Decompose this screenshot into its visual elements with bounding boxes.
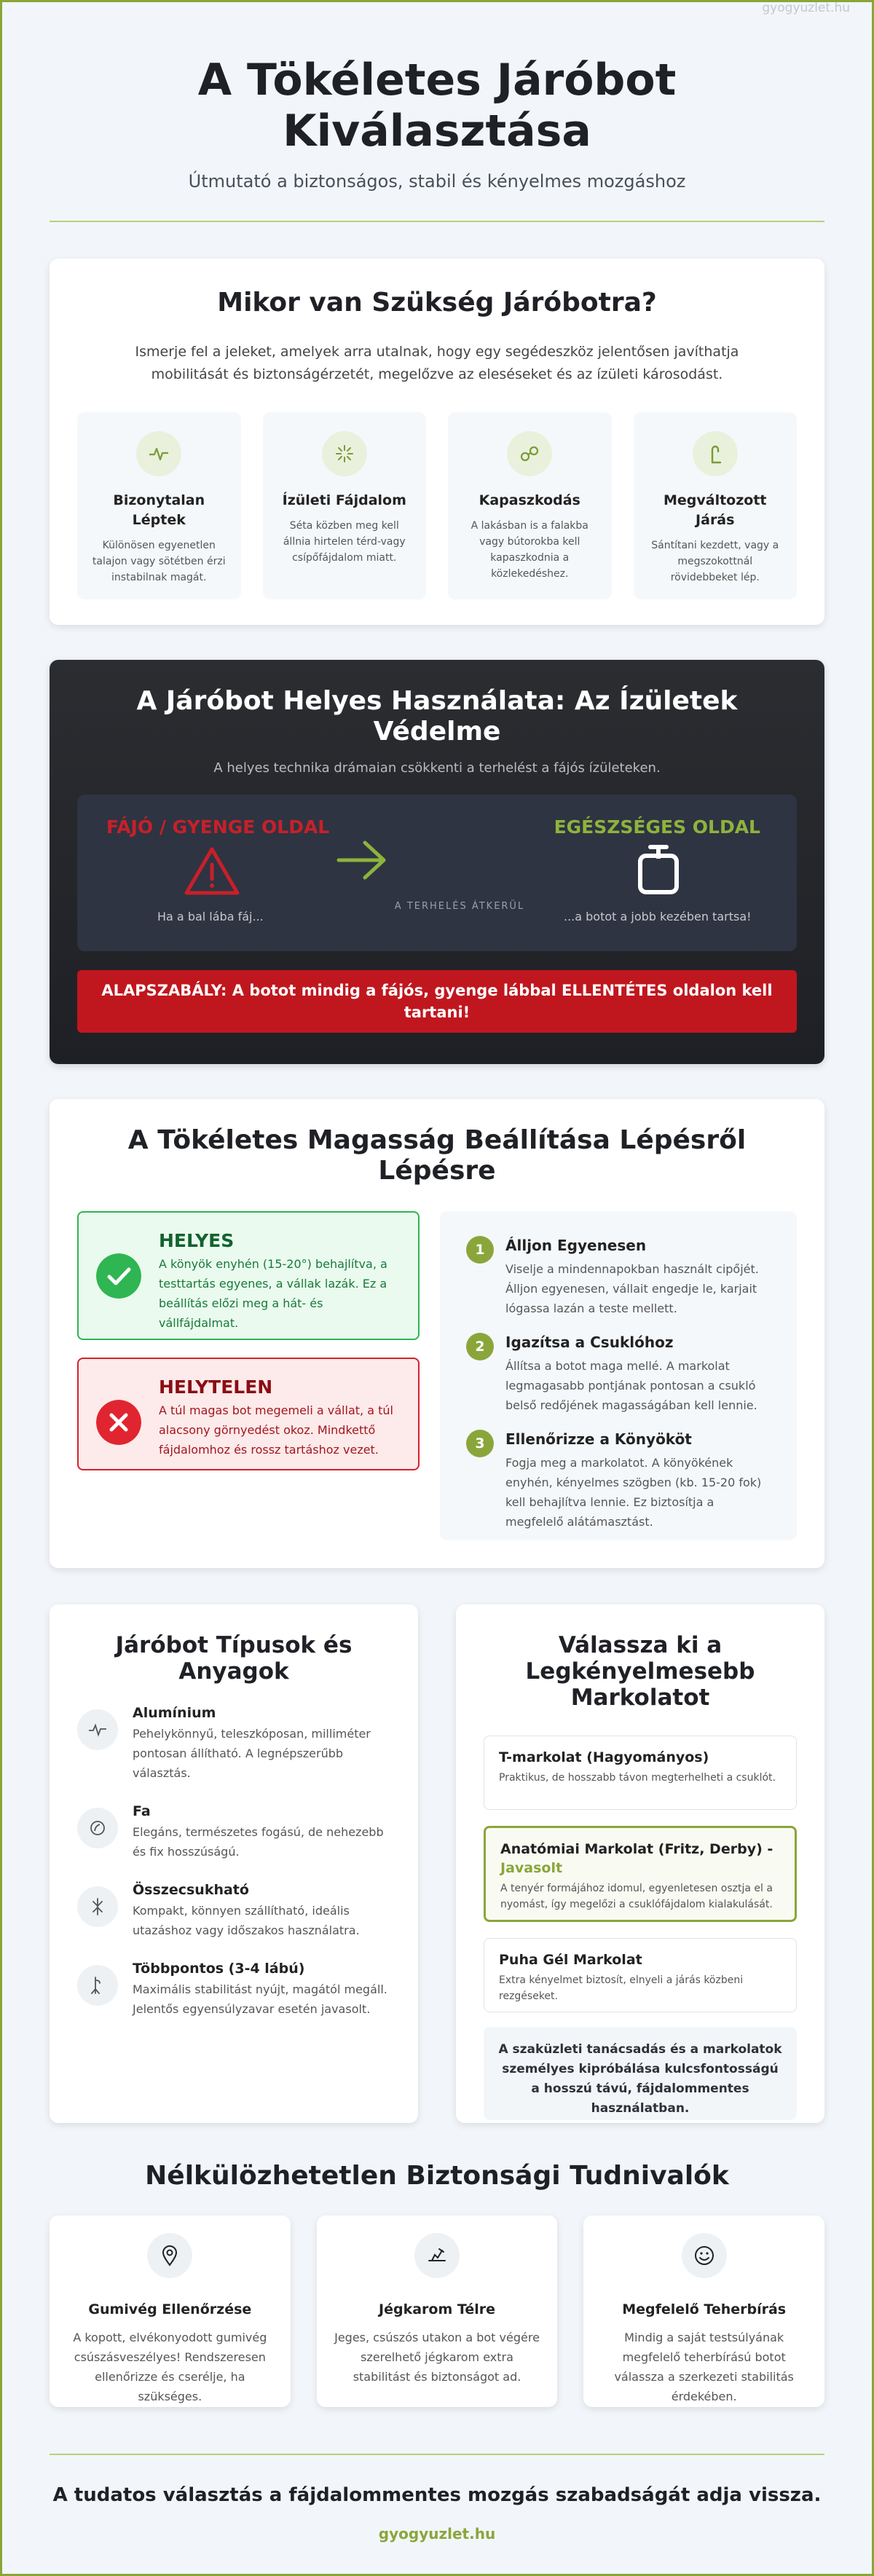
- recommended-tag: Javasolt: [500, 1860, 563, 1876]
- symptom-text: Különösen egyenetlen talajon vagy sötétben érzi instabilnak magát.: [92, 540, 226, 583]
- ice-spike-icon: [414, 2233, 460, 2278]
- multi-foot-icon: [77, 1965, 118, 2006]
- cross-icon: [96, 1400, 141, 1445]
- footer-site-link[interactable]: gyogyuzlet.hu: [378, 2525, 496, 2542]
- material-title: Alumínium: [133, 1705, 216, 1721]
- step-title: Ellenőrizze a Könyököt: [505, 1430, 692, 1448]
- wrong-title: HELYTELEN: [159, 1376, 273, 1398]
- warning-icon: [184, 846, 240, 897]
- footer-tagline: A tudatos választás a fájdalommentes mozgás szabadságát adja vissza.: [52, 2484, 822, 2506]
- safety-card: [317, 2215, 558, 2407]
- weak-side-note: Ha a bal lába fáj...: [157, 910, 264, 923]
- symptom-card: [448, 412, 612, 599]
- grip-advice: A szaküzleti tanácsadás és a markolatok személyes kipróbálása kulcsfontosságú a hosszú távú, fájdalommentes használatban.: [484, 2027, 797, 2120]
- hero: [50, 2, 824, 222]
- title-line-2: Kiválasztása: [283, 106, 591, 157]
- step-text: Viselje a mindennapokban használt cipőjét. Álljon egyenesen, vállait engedje le, karjait lógassa lazán a teste mellett.: [505, 1262, 759, 1315]
- material-text: Maximális stabilitást nyújt, magától megáll. Jelentős egyensúlyzavar esetén javasolt.: [133, 1982, 387, 2016]
- when-title: Mikor van Szükség Járóbotra?: [217, 288, 657, 318]
- material-item: [77, 1882, 390, 1940]
- smile-icon: [682, 2233, 727, 2278]
- safety-card-text: A kopott, elvékonyodott gumivég csúszásveszélyes! Rendszeresen ellenőrizze és cserélje, ha szükséges.: [73, 2331, 267, 2403]
- hold-icon: [507, 431, 552, 476]
- safety-card-title: Gumivég Ellenőrzése: [88, 2301, 252, 2317]
- symptom-title: Ízületi Fájdalom: [282, 492, 406, 508]
- step-title: Igazítsa a Csuklóhoz: [505, 1334, 674, 1351]
- material-item: [77, 1961, 390, 2019]
- grip-text: A tenyér formájához idomul, egyenletesen osztja el a nyomást, így megelőzi a csuklófájdalom kialakulását.: [500, 1883, 773, 1910]
- symptom-card: [263, 412, 427, 599]
- transfer-label: A TERHELÉS ÁTKERÜL: [394, 901, 525, 912]
- arrow-right-icon: [336, 838, 388, 882]
- step-text: Állítsa a botot maga mellé. A markolat legmagasabb pontjának pontosan a csukló belső redőjének magasságában kell lennie.: [505, 1359, 757, 1412]
- grip-option-recommended[interactable]: [484, 1826, 797, 1922]
- step-number: 2: [466, 1333, 494, 1360]
- height-title: A Tökéletes Magasság Beállítása Lépésről Lépésre: [127, 1125, 747, 1186]
- pulse-icon: [77, 1709, 118, 1750]
- healthy-side-note: ...a botot a jobb kezében tartsa!: [564, 910, 752, 923]
- title-line-1: A Tökéletes Járóbot: [197, 55, 677, 106]
- usage-subtitle: A helyes technika drámaian csökkenti a terhelést a fájós ízületeken.: [213, 760, 661, 776]
- steps-panel: [440, 1211, 797, 1540]
- symptom-text: Sántítani kezdett, vagy a megszokottnál rövidebbeket lép.: [651, 540, 779, 583]
- cane-grip-icon: [633, 844, 684, 898]
- grip-option[interactable]: [484, 1938, 797, 2012]
- page-subtitle: Útmutató a biztonságos, stabil és kényelmes mozgáshoz: [188, 171, 686, 192]
- types-section: [50, 1604, 418, 2123]
- golden-rule: ALAPSZABÁLY: A botot mindig a fájós, gyenge lábbal ELLENTÉTES oldalon kell tartani!: [77, 970, 797, 1033]
- fold-icon: [77, 1886, 118, 1927]
- side-diagram: [77, 795, 797, 951]
- step-item: [466, 1333, 771, 1415]
- material-text: Kompakt, könnyen szállítható, ideális utazáshoz vagy időszakos használatra.: [133, 1904, 360, 1937]
- types-title: Járóbot Típusok és Anyagok: [115, 1632, 353, 1685]
- material-text: Pehelykönnyű, teleszkóposan, milliméter pontosan állítható. A legnépszerűbb választás.: [133, 1727, 371, 1780]
- safety-title: Nélkülözhetetlen Biztonsági Tudnivalók: [145, 2161, 729, 2191]
- when-section: [50, 259, 824, 625]
- step-number: 1: [466, 1236, 494, 1264]
- correct-text: A könyök enyhén (15-20°) behajlítva, a testtartás egyenes, a vállak lazák. Ez a beállítás előzi meg a hát- és vállfájdalmat.: [159, 1257, 387, 1330]
- step-title: Álljon Egyenesen: [505, 1237, 647, 1254]
- symptom-title: Kapaszkodás: [479, 492, 580, 508]
- symptom-card: [77, 412, 241, 599]
- grip-text: Praktikus, de hosszabb távon megterhelheti a csuklót.: [499, 1772, 776, 1784]
- usage-section: [50, 660, 824, 1064]
- safety-card: [583, 2215, 824, 2407]
- grip-title-text: Anatómiai Markolat (Fritz, Derby) -: [500, 1841, 773, 1857]
- usage-title: A Járóbot Helyes Használata: Az Ízületek Védelme: [136, 686, 738, 747]
- safety-section: [50, 2161, 824, 2407]
- page-title: [50, 55, 824, 157]
- material-title: Fa: [133, 1803, 151, 1819]
- footer-divider: [50, 2454, 824, 2455]
- symptom-card: [634, 412, 798, 599]
- grips-title: Válassza ki a Legkényelmesebb Markolatot: [525, 1632, 755, 1711]
- step-text: Fogja meg a markolatot. A könyökének enyhén, kényelmes szögben (kb. 15-20 fok) kell behajlítva lennie. Ez biztosítja a megfelelő alátámasztást.: [505, 1456, 762, 1529]
- heartbeat-icon: [136, 431, 181, 476]
- height-section: [50, 1099, 824, 1568]
- watermark: gyogyuzlet.hu: [762, 1, 850, 15]
- material-title: Összecsukható: [133, 1882, 249, 1898]
- sparkle-pain-icon: [322, 431, 367, 476]
- footer: [50, 2484, 824, 2542]
- material-item: [77, 1705, 390, 1783]
- step-item: [466, 1236, 771, 1318]
- symptom-title: Megváltozott Járás: [663, 492, 767, 528]
- step-item: [466, 1430, 771, 1532]
- safety-card: [50, 2215, 291, 2407]
- correct-box: [77, 1211, 420, 1340]
- safety-card-title: Jégkarom Télre: [379, 2301, 495, 2317]
- healthy-side-label: EGÉSZSÉGES OLDAL: [554, 816, 760, 838]
- material-item: [77, 1803, 390, 1862]
- location-pin-icon: [147, 2233, 192, 2278]
- correct-title: HELYES: [159, 1230, 235, 1251]
- grip-option[interactable]: [484, 1736, 797, 1810]
- symptom-text: A lakásban is a falakba vagy bútorokba kell kapaszkodnia a közlekedéshez.: [471, 520, 588, 580]
- grip-text: Extra kényelmet biztosít, elnyeli a járás közbeni rezgéseket.: [499, 1974, 744, 2002]
- weak-side-label: FÁJÓ / GYENGE OLDAL: [106, 816, 330, 838]
- wood-icon: [77, 1808, 118, 1848]
- grip-title: [500, 1840, 780, 1878]
- safety-card-title: Megfelelő Teherbírás: [622, 2301, 787, 2317]
- cane-icon: [693, 431, 738, 476]
- safety-card-text: Jeges, csúszós utakon a bot végére szerelhető jégkarom extra stabilitást és biztonságot ad.: [334, 2331, 540, 2384]
- grip-title: T-markolat (Hagyományos): [499, 1749, 709, 1765]
- grips-section: [456, 1604, 824, 2123]
- divider: [50, 221, 824, 222]
- check-icon: [96, 1253, 141, 1299]
- material-title: Többpontos (3-4 lábú): [133, 1961, 305, 1977]
- wrong-box: [77, 1358, 420, 1470]
- symptom-title: Bizonytalan Léptek: [113, 492, 205, 528]
- safety-card-text: Mindig a saját testsúlyának megfelelő teherbírású botot válassza a szerkezeti stabilitás érdekében.: [614, 2331, 794, 2403]
- wrong-text: A túl magas bot megemeli a vállat, a túl alacsony görnyedést okoz. Mindkettő fájdalomhoz és rossz tartáshoz vezet.: [159, 1403, 393, 1457]
- grip-title: Puha Gél Markolat: [499, 1952, 642, 1968]
- when-lead: Ismerje fel a jeleket, amelyek arra utalnak, hogy egy segédeszköz jelentősen javíthatja mobilitását és biztonságérzetét, megelőzve az eleséseket és az ízületi károsodást.: [135, 344, 739, 382]
- material-text: Elegáns, természetes fogású, de nehezebb és fix hosszúságú.: [133, 1825, 384, 1859]
- symptom-text: Séta közben meg kell állnia hirtelen térd-vagy csípőfájdalom miatt.: [283, 520, 406, 564]
- step-number: 3: [466, 1430, 494, 1457]
